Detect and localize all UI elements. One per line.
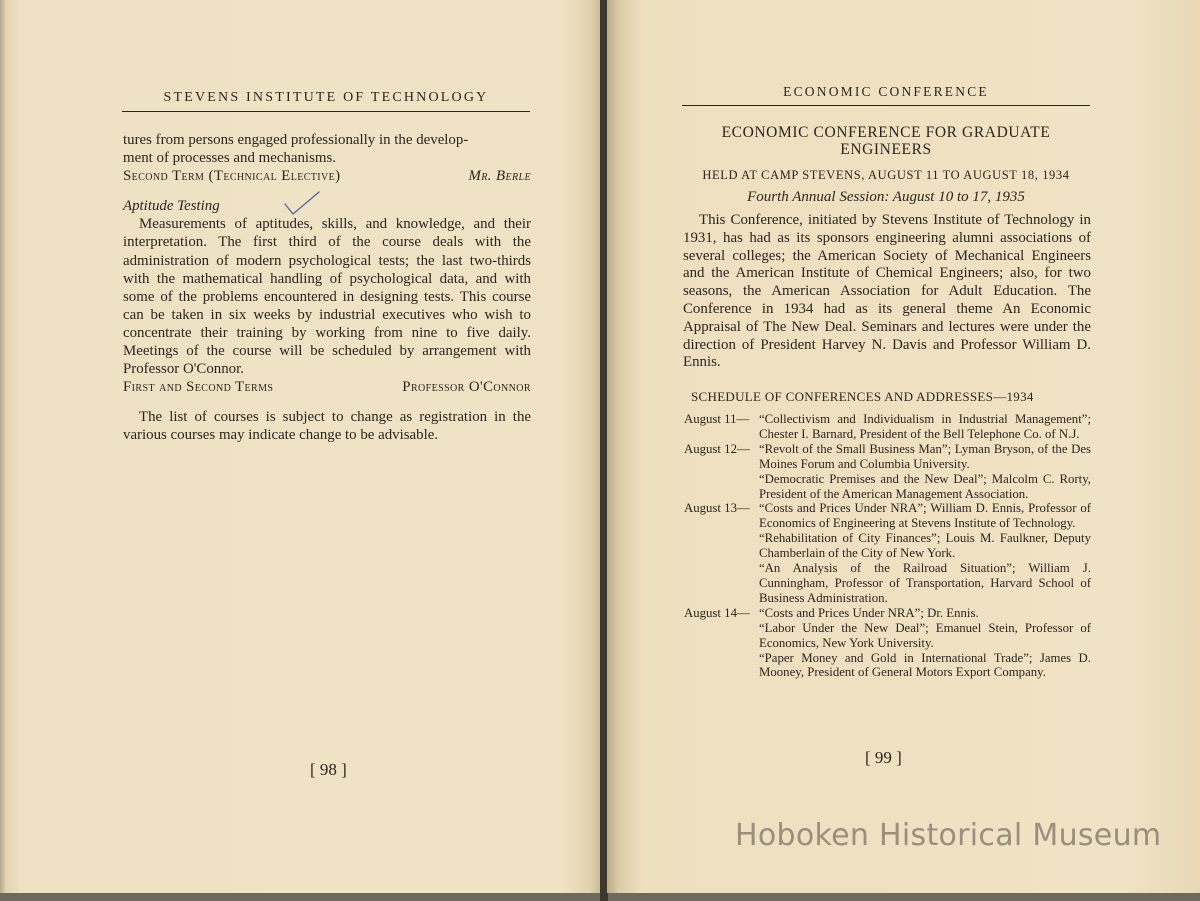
schedule-items xyxy=(759,606,1091,681)
term-1: Second Term (Technical Elective) xyxy=(123,168,341,185)
watermark: Hoboken Historical Museum xyxy=(735,818,1162,853)
schedule-item: “Rehabilitation of City Finances”; Louis M. Faulkner, Deputy Chamberlain of the City of New York. xyxy=(759,531,1091,561)
right-running-head: ECONOMIC CONFERENCE xyxy=(682,84,1090,106)
left-page xyxy=(0,0,601,893)
instructor-1: Mr. Berle xyxy=(468,168,531,185)
schedule-row xyxy=(684,606,1091,681)
schedule-row xyxy=(684,501,1091,605)
schedule-item: “An Analysis of the Railroad Situation”; William J. Cunningham, Professor of Transportation, Harvard School of Business Administration. xyxy=(759,561,1091,605)
conference-title-line-2: ENGINEERS xyxy=(840,141,932,158)
checkmark-icon xyxy=(283,190,323,220)
held-line: HELD AT CAMP STEVENS, AUGUST 11 TO AUGUST 18, 1934 xyxy=(702,168,1070,182)
term-line-1 xyxy=(123,167,531,185)
schedule-row xyxy=(684,442,1091,502)
conference-description xyxy=(683,212,1091,372)
schedule-item: “Paper Money and Gold in International Trade”; James D. Mooney, President of General Motors Export Company. xyxy=(759,650,1091,680)
left-body xyxy=(123,131,531,445)
right-page-number: [ 99 ] xyxy=(865,748,902,767)
intro-line-2: ment of processes and mechanisms. xyxy=(123,150,336,167)
schedule-date: August 11— xyxy=(684,412,750,426)
course-title: Aptitude Testing xyxy=(123,198,220,215)
schedule-date: August 14— xyxy=(684,605,750,620)
course-note: The list of courses is subject to change as registration in the various courses may indicate change to be advisable. xyxy=(123,409,531,444)
schedule-date: August 13— xyxy=(684,501,750,516)
schedule-heading: SCHEDULE OF CONFERENCES AND ADDRESSES—1934 xyxy=(691,389,1034,404)
schedule-item: “Revolt of the Small Business Man”; Lyman Bryson, of the Des Moines Forum and Columbia University. xyxy=(759,441,1091,471)
conference-title xyxy=(682,124,1090,158)
schedule-item: “Costs and Prices Under NRA”; William D. Ennis, Professor of Economics of Engineering at Stevens Institute of Technology. xyxy=(759,501,1091,531)
course-description: Measurements of aptitudes, skills, and knowledge, and their interpretation. The first third of the course deals with the administration of modern psychological tests; the last two-thirds with the mathematical handling of psychological data, and with some of the problems encountered in designing tests. This course can be taken in six weeks by industrial executives who wish to concentrate their training by working from nine to five daily. Meetings of the course will be scheduled by arrangement with Professor O'Connor. xyxy=(123,216,531,378)
schedule-items xyxy=(759,412,1091,442)
schedule-row xyxy=(684,412,1091,442)
right-page xyxy=(607,0,1200,893)
schedule-item: “Collectivism and Individualism in Industrial Management”; Chester I. Barnard, President of the Bell Telephone Co. of N.J. xyxy=(759,412,1091,441)
schedule-item: “Costs and Prices Under NRA”; Dr. Ennis. xyxy=(759,605,979,620)
term-line-2 xyxy=(123,378,531,396)
instructor-2: Professor O'Connor xyxy=(402,379,531,396)
intro-line-1: tures from persons engaged professionally in the develop- xyxy=(123,132,469,148)
left-running-head: STEVENS INSTITUTE OF TECHNOLOGY xyxy=(122,90,530,112)
term-2: First and Second Terms xyxy=(123,379,274,396)
left-page-number: [ 98 ] xyxy=(310,760,347,779)
schedule-date: August 12— xyxy=(684,441,750,456)
schedule-item: “Democratic Premises and the New Deal”; Malcolm C. Rorty, President of the American Management Association. xyxy=(759,471,1091,501)
schedule-item: “Labor Under the New Deal”; Emanuel Stein, Professor of Economics, New York University. xyxy=(759,620,1091,650)
schedule-items xyxy=(759,501,1091,605)
conference-title-line-1: ECONOMIC CONFERENCE FOR GRADUATE xyxy=(721,124,1051,141)
conference-body: This Conference, initiated by Stevens Institute of Technology in 1931, has had as its sponsors engineering alumni associations of several colleges; the American Society of Mechanical Engineers and the American Institute of Chemical Engineers; also, for two seasons, the American Association for Adult Education. The Conference in 1934 had as its general theme An Economic Appraisal of The New Deal. Seminars and lectures were under the direction of President Harvey N. Davis and Professor William D. Ennis. xyxy=(683,212,1091,371)
session-line: Fourth Annual Session: August 10 to 17, 1935 xyxy=(747,189,1025,205)
schedule-list xyxy=(684,412,1091,680)
schedule-items xyxy=(759,442,1091,502)
